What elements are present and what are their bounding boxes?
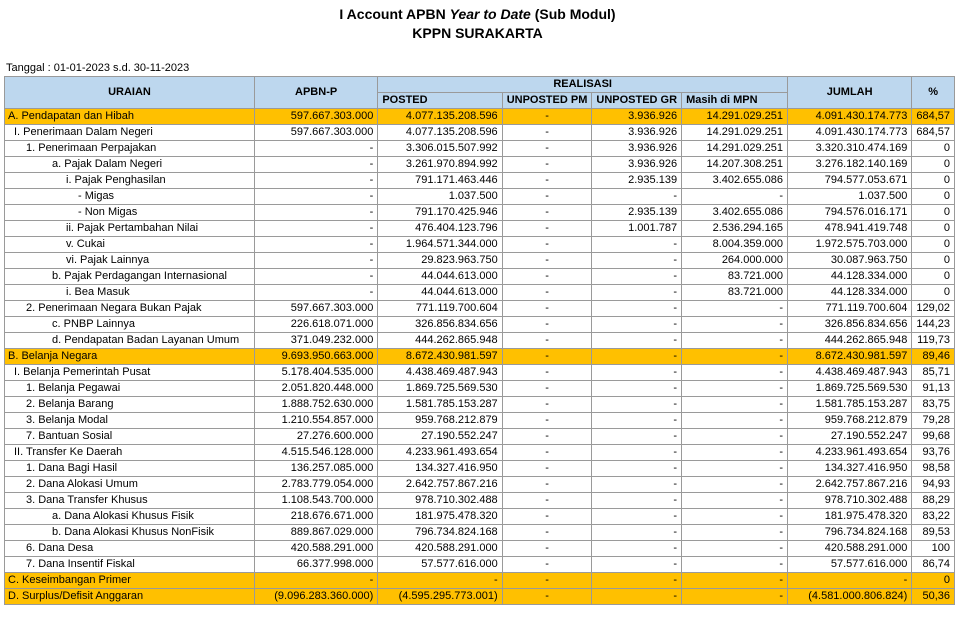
table-row — [5, 541, 955, 557]
cell-posted: 4.438.469.487.943 — [378, 365, 502, 381]
cell-unposted-gr: - — [592, 317, 682, 333]
cell-jumlah: 4.438.469.487.943 — [787, 365, 911, 381]
cell-unposted-pm: - — [502, 541, 592, 557]
cell-masih-mpn: 83.721.000 — [682, 285, 788, 301]
cell-persen: 88,29 — [912, 493, 955, 509]
cell-masih-mpn: - — [682, 493, 788, 509]
cell-unposted-gr: 2.935.139 — [592, 205, 682, 221]
cell-uraian: b. Dana Alokasi Khusus NonFisik — [5, 525, 255, 541]
cell-apbnp: 66.377.998.000 — [254, 557, 377, 573]
cell-masih-mpn: - — [682, 365, 788, 381]
cell-unposted-pm: - — [502, 253, 592, 269]
cell-jumlah: 4.091.430.174.773 — [787, 109, 911, 125]
cell-masih-mpn: - — [682, 573, 788, 589]
cell-unposted-pm: - — [502, 205, 592, 221]
cell-jumlah: 181.975.478.320 — [787, 509, 911, 525]
cell-unposted-pm: - — [502, 173, 592, 189]
table-row — [5, 109, 955, 125]
cell-persen: 684,57 — [912, 109, 955, 125]
cell-posted: 1.037.500 — [378, 189, 502, 205]
cell-masih-mpn: - — [682, 333, 788, 349]
cell-masih-mpn: - — [682, 525, 788, 541]
cell-apbnp: 5.178.404.535.000 — [254, 365, 377, 381]
header-uraian: URAIAN — [5, 77, 255, 109]
cell-unposted-gr: - — [592, 349, 682, 365]
cell-unposted-pm: - — [502, 157, 592, 173]
cell-apbnp: - — [254, 269, 377, 285]
cell-jumlah: 8.672.430.981.597 — [787, 349, 911, 365]
cell-apbnp: 9.693.950.663.000 — [254, 349, 377, 365]
table-row — [5, 413, 955, 429]
cell-unposted-pm: - — [502, 317, 592, 333]
cell-apbnp: 2.783.779.054.000 — [254, 477, 377, 493]
cell-unposted-gr: - — [592, 477, 682, 493]
cell-apbnp: 889.867.029.000 — [254, 525, 377, 541]
cell-unposted-pm: - — [502, 141, 592, 157]
cell-unposted-gr: - — [592, 573, 682, 589]
table-row — [5, 445, 955, 461]
cell-posted: 791.171.463.446 — [378, 173, 502, 189]
cell-unposted-pm: - — [502, 381, 592, 397]
table-row — [5, 221, 955, 237]
cell-masih-mpn: 2.536.294.165 — [682, 221, 788, 237]
cell-unposted-pm: - — [502, 333, 592, 349]
table-row — [5, 477, 955, 493]
cell-jumlah: 794.577.053.671 — [787, 173, 911, 189]
cell-masih-mpn: - — [682, 589, 788, 605]
cell-persen: 93,76 — [912, 445, 955, 461]
cell-uraian: vi. Pajak Lainnya — [5, 253, 255, 269]
table-row — [5, 509, 955, 525]
table-row — [5, 301, 955, 317]
cell-apbnp: - — [254, 173, 377, 189]
cell-jumlah: 3.320.310.474.169 — [787, 141, 911, 157]
cell-masih-mpn: 8.004.359.000 — [682, 237, 788, 253]
cell-uraian: 1. Penerimaan Perpajakan — [5, 141, 255, 157]
cell-apbnp: 597.667.303.000 — [254, 125, 377, 141]
cell-unposted-gr: - — [592, 541, 682, 557]
cell-persen: 119,73 — [912, 333, 955, 349]
cell-masih-mpn: - — [682, 445, 788, 461]
header-jumlah: JUMLAH — [787, 77, 911, 109]
cell-posted: 44.044.613.000 — [378, 269, 502, 285]
cell-jumlah: 1.972.575.703.000 — [787, 237, 911, 253]
table-row — [5, 205, 955, 221]
cell-posted: 27.190.552.247 — [378, 429, 502, 445]
cell-apbnp: - — [254, 253, 377, 269]
title-main: I Account APBN — [339, 6, 450, 22]
table-row — [5, 333, 955, 349]
cell-posted: 29.823.963.750 — [378, 253, 502, 269]
cell-masih-mpn: - — [682, 557, 788, 573]
table-row — [5, 365, 955, 381]
cell-apbnp: 597.667.303.000 — [254, 301, 377, 317]
cell-uraian: 7. Bantuan Sosial — [5, 429, 255, 445]
cell-persen: 0 — [912, 141, 955, 157]
cell-uraian: - Migas — [5, 189, 255, 205]
cell-uraian: c. PNBP Lainnya — [5, 317, 255, 333]
table-row — [5, 589, 955, 605]
cell-persen: 91,13 — [912, 381, 955, 397]
cell-unposted-pm: - — [502, 493, 592, 509]
cell-persen: 83,75 — [912, 397, 955, 413]
cell-apbnp: 136.257.085.000 — [254, 461, 377, 477]
cell-uraian: C. Keseimbangan Primer — [5, 573, 255, 589]
cell-uraian: 3. Dana Transfer Khusus — [5, 493, 255, 509]
cell-unposted-pm: - — [502, 365, 592, 381]
cell-masih-mpn: 3.402.655.086 — [682, 173, 788, 189]
cell-persen: 0 — [912, 189, 955, 205]
cell-unposted-gr: - — [592, 333, 682, 349]
cell-posted: 3.261.970.894.992 — [378, 157, 502, 173]
cell-unposted-pm: - — [502, 269, 592, 285]
header-apbnp: APBN-P — [254, 77, 377, 109]
cell-persen: 50,36 — [912, 589, 955, 605]
cell-unposted-gr: 3.936.926 — [592, 109, 682, 125]
cell-unposted-gr: - — [592, 413, 682, 429]
cell-posted: 444.262.865.948 — [378, 333, 502, 349]
header-unposted-pm: UNPOSTED PM — [502, 93, 592, 109]
cell-persen: 99,68 — [912, 429, 955, 445]
cell-apbnp: (9.096.283.360.000) — [254, 589, 377, 605]
cell-jumlah: 57.577.616.000 — [787, 557, 911, 573]
cell-persen: 100 — [912, 541, 955, 557]
table-row — [5, 525, 955, 541]
table-row — [5, 493, 955, 509]
cell-uraian: v. Cukai — [5, 237, 255, 253]
cell-unposted-gr: - — [592, 253, 682, 269]
cell-unposted-gr: - — [592, 365, 682, 381]
cell-unposted-pm: - — [502, 397, 592, 413]
cell-uraian: - Non Migas — [5, 205, 255, 221]
cell-persen: 86,74 — [912, 557, 955, 573]
cell-masih-mpn: - — [682, 317, 788, 333]
cell-posted: - — [378, 573, 502, 589]
table-row — [5, 397, 955, 413]
cell-persen: 0 — [912, 573, 955, 589]
table-row — [5, 125, 955, 141]
cell-posted: 2.642.757.867.216 — [378, 477, 502, 493]
cell-uraian: I. Belanja Pemerintah Pusat — [5, 365, 255, 381]
cell-persen: 0 — [912, 173, 955, 189]
cell-persen: 0 — [912, 157, 955, 173]
cell-jumlah: 134.327.416.950 — [787, 461, 911, 477]
cell-posted: 4.233.961.493.654 — [378, 445, 502, 461]
report-table — [4, 76, 955, 605]
cell-unposted-gr: 1.001.787 — [592, 221, 682, 237]
cell-persen: 0 — [912, 285, 955, 301]
cell-jumlah: 478.941.419.748 — [787, 221, 911, 237]
cell-uraian: d. Pendapatan Badan Layanan Umum — [5, 333, 255, 349]
cell-apbnp: 2.051.820.448.000 — [254, 381, 377, 397]
cell-apbnp: 1.210.554.857.000 — [254, 413, 377, 429]
cell-apbnp: 1.888.752.630.000 — [254, 397, 377, 413]
date-range: Tanggal : 01-01-2023 s.d. 30-11-2023 — [6, 62, 190, 74]
table-row — [5, 253, 955, 269]
cell-masih-mpn: - — [682, 477, 788, 493]
cell-jumlah: 978.710.302.488 — [787, 493, 911, 509]
cell-posted: 44.044.613.000 — [378, 285, 502, 301]
cell-apbnp: - — [254, 237, 377, 253]
cell-persen: 684,57 — [912, 125, 955, 141]
table-body — [5, 109, 955, 605]
cell-apbnp: - — [254, 157, 377, 173]
cell-uraian: 3. Belanja Modal — [5, 413, 255, 429]
cell-uraian: A. Pendapatan dan Hibah — [5, 109, 255, 125]
cell-apbnp: - — [254, 205, 377, 221]
cell-uraian: I. Penerimaan Dalam Negeri — [5, 125, 255, 141]
cell-unposted-pm: - — [502, 429, 592, 445]
cell-jumlah: 3.276.182.140.169 — [787, 157, 911, 173]
cell-uraian: 6. Dana Desa — [5, 541, 255, 557]
cell-jumlah: 44.128.334.000 — [787, 285, 911, 301]
cell-unposted-pm: - — [502, 125, 592, 141]
cell-apbnp: 1.108.543.700.000 — [254, 493, 377, 509]
cell-posted: 420.588.291.000 — [378, 541, 502, 557]
table-row — [5, 189, 955, 205]
cell-apbnp: - — [254, 221, 377, 237]
cell-unposted-pm: - — [502, 509, 592, 525]
cell-jumlah: 44.128.334.000 — [787, 269, 911, 285]
cell-persen: 144,23 — [912, 317, 955, 333]
cell-apbnp: 371.049.232.000 — [254, 333, 377, 349]
cell-uraian: a. Pajak Dalam Negeri — [5, 157, 255, 173]
header-masih-mpn: Masih di MPN — [682, 93, 788, 109]
cell-persen: 98,58 — [912, 461, 955, 477]
cell-jumlah: - — [787, 573, 911, 589]
cell-unposted-pm: - — [502, 349, 592, 365]
cell-unposted-pm: - — [502, 477, 592, 493]
table-row — [5, 269, 955, 285]
cell-persen: 79,28 — [912, 413, 955, 429]
cell-masih-mpn: - — [682, 189, 788, 205]
cell-apbnp: - — [254, 189, 377, 205]
cell-persen: 89,46 — [912, 349, 955, 365]
cell-unposted-gr: - — [592, 429, 682, 445]
cell-posted: 3.306.015.507.992 — [378, 141, 502, 157]
cell-posted: 791.170.425.946 — [378, 205, 502, 221]
cell-masih-mpn: 14.291.029.251 — [682, 125, 788, 141]
table-row — [5, 381, 955, 397]
cell-uraian: B. Belanja Negara — [5, 349, 255, 365]
cell-posted: 8.672.430.981.597 — [378, 349, 502, 365]
cell-unposted-pm: - — [502, 301, 592, 317]
cell-persen: 0 — [912, 237, 955, 253]
cell-posted: 1.581.785.153.287 — [378, 397, 502, 413]
title-suffix: (Sub Modul) — [530, 6, 616, 22]
cell-masih-mpn: - — [682, 429, 788, 445]
cell-unposted-pm: - — [502, 445, 592, 461]
cell-posted: 1.964.571.344.000 — [378, 237, 502, 253]
cell-masih-mpn: - — [682, 381, 788, 397]
cell-unposted-gr: - — [592, 493, 682, 509]
cell-masih-mpn: - — [682, 301, 788, 317]
cell-masih-mpn: - — [682, 541, 788, 557]
report-subtitle: KPPN SURAKARTA — [412, 25, 543, 41]
cell-masih-mpn: 264.000.000 — [682, 253, 788, 269]
cell-posted: 771.119.700.604 — [378, 301, 502, 317]
cell-unposted-pm: - — [502, 413, 592, 429]
table-row — [5, 461, 955, 477]
table-row — [5, 157, 955, 173]
cell-persen: 0 — [912, 205, 955, 221]
cell-jumlah: 796.734.824.168 — [787, 525, 911, 541]
cell-persen: 0 — [912, 253, 955, 269]
cell-unposted-gr: 2.935.139 — [592, 173, 682, 189]
cell-jumlah: (4.581.000.806.824) — [787, 589, 911, 605]
cell-unposted-pm: - — [502, 237, 592, 253]
cell-masih-mpn: 83.721.000 — [682, 269, 788, 285]
cell-uraian: b. Pajak Perdagangan Internasional — [5, 269, 255, 285]
cell-apbnp: 226.618.071.000 — [254, 317, 377, 333]
table-row — [5, 573, 955, 589]
cell-jumlah: 30.087.963.750 — [787, 253, 911, 269]
cell-posted: 181.975.478.320 — [378, 509, 502, 525]
title-italic: Year to Date — [449, 6, 531, 22]
header-unposted-gr: UNPOSTED GR — [592, 93, 682, 109]
cell-apbnp: - — [254, 141, 377, 157]
cell-unposted-gr: - — [592, 525, 682, 541]
table-row — [5, 173, 955, 189]
cell-persen: 85,71 — [912, 365, 955, 381]
cell-unposted-pm: - — [502, 461, 592, 477]
header-posted: POSTED — [378, 93, 502, 109]
cell-uraian: a. Dana Alokasi Khusus Fisik — [5, 509, 255, 525]
cell-jumlah: 326.856.834.656 — [787, 317, 911, 333]
cell-uraian: II. Transfer Ke Daerah — [5, 445, 255, 461]
cell-masih-mpn: 14.207.308.251 — [682, 157, 788, 173]
cell-jumlah: 2.642.757.867.216 — [787, 477, 911, 493]
cell-uraian: 1. Dana Bagi Hasil — [5, 461, 255, 477]
cell-unposted-gr: - — [592, 381, 682, 397]
cell-uraian: i. Bea Masuk — [5, 285, 255, 301]
table-row — [5, 237, 955, 253]
cell-masih-mpn: 14.291.029.251 — [682, 141, 788, 157]
cell-persen: 129,02 — [912, 301, 955, 317]
cell-unposted-gr: - — [592, 237, 682, 253]
cell-persen: 83,22 — [912, 509, 955, 525]
cell-unposted-pm: - — [502, 189, 592, 205]
table-row — [5, 141, 955, 157]
cell-jumlah: 420.588.291.000 — [787, 541, 911, 557]
cell-unposted-gr: 3.936.926 — [592, 125, 682, 141]
cell-unposted-gr: - — [592, 557, 682, 573]
cell-unposted-pm: - — [502, 573, 592, 589]
cell-uraian: ii. Pajak Pertambahan Nilai — [5, 221, 255, 237]
cell-posted: 134.327.416.950 — [378, 461, 502, 477]
cell-jumlah: 1.037.500 — [787, 189, 911, 205]
cell-persen: 0 — [912, 269, 955, 285]
cell-apbnp: - — [254, 285, 377, 301]
report-title — [0, 6, 955, 22]
cell-persen: 0 — [912, 221, 955, 237]
cell-persen: 89,53 — [912, 525, 955, 541]
cell-posted: 796.734.824.168 — [378, 525, 502, 541]
cell-jumlah: 771.119.700.604 — [787, 301, 911, 317]
cell-unposted-gr: - — [592, 269, 682, 285]
header-persen: % — [912, 77, 955, 109]
cell-uraian: 7. Dana Insentif Fiskal — [5, 557, 255, 573]
cell-masih-mpn: - — [682, 397, 788, 413]
cell-posted: 326.856.834.656 — [378, 317, 502, 333]
cell-masih-mpn: - — [682, 509, 788, 525]
cell-apbnp: - — [254, 573, 377, 589]
cell-unposted-pm: - — [502, 285, 592, 301]
cell-unposted-gr: 3.936.926 — [592, 141, 682, 157]
table-row — [5, 349, 955, 365]
cell-masih-mpn: - — [682, 413, 788, 429]
cell-posted: 1.869.725.569.530 — [378, 381, 502, 397]
cell-unposted-pm: - — [502, 525, 592, 541]
cell-unposted-gr: - — [592, 445, 682, 461]
cell-apbnp: 597.667.303.000 — [254, 109, 377, 125]
cell-uraian: 1. Belanja Pegawai — [5, 381, 255, 397]
cell-posted: 4.077.135.208.596 — [378, 109, 502, 125]
cell-uraian: 2. Belanja Barang — [5, 397, 255, 413]
cell-unposted-gr: - — [592, 397, 682, 413]
cell-unposted-pm: - — [502, 589, 592, 605]
cell-jumlah: 27.190.552.247 — [787, 429, 911, 445]
cell-masih-mpn: - — [682, 349, 788, 365]
cell-unposted-gr: - — [592, 461, 682, 477]
table-row — [5, 557, 955, 573]
table-row — [5, 285, 955, 301]
cell-unposted-pm: - — [502, 557, 592, 573]
cell-apbnp: 420.588.291.000 — [254, 541, 377, 557]
cell-jumlah: 1.869.725.569.530 — [787, 381, 911, 397]
cell-unposted-gr: 3.936.926 — [592, 157, 682, 173]
cell-uraian: i. Pajak Penghasilan — [5, 173, 255, 189]
cell-apbnp: 27.276.600.000 — [254, 429, 377, 445]
cell-posted: 476.404.123.796 — [378, 221, 502, 237]
cell-unposted-pm: - — [502, 109, 592, 125]
header-realisasi: REALISASI — [378, 77, 788, 93]
cell-masih-mpn: - — [682, 461, 788, 477]
cell-apbnp: 4.515.546.128.000 — [254, 445, 377, 461]
cell-unposted-pm: - — [502, 221, 592, 237]
cell-jumlah: 794.576.016.171 — [787, 205, 911, 221]
cell-jumlah: 444.262.865.948 — [787, 333, 911, 349]
cell-posted: 978.710.302.488 — [378, 493, 502, 509]
cell-jumlah: 959.768.212.879 — [787, 413, 911, 429]
table-row — [5, 429, 955, 445]
table-row — [5, 317, 955, 333]
cell-uraian: D. Surplus/Defisit Anggaran — [5, 589, 255, 605]
cell-unposted-gr: - — [592, 189, 682, 205]
cell-unposted-gr: - — [592, 285, 682, 301]
cell-jumlah: 4.091.430.174.773 — [787, 125, 911, 141]
cell-posted: 57.577.616.000 — [378, 557, 502, 573]
cell-persen: 94,93 — [912, 477, 955, 493]
cell-unposted-gr: - — [592, 509, 682, 525]
cell-masih-mpn: 14.291.029.251 — [682, 109, 788, 125]
cell-unposted-gr: - — [592, 301, 682, 317]
cell-masih-mpn: 3.402.655.086 — [682, 205, 788, 221]
cell-jumlah: 1.581.785.153.287 — [787, 397, 911, 413]
cell-posted: 4.077.135.208.596 — [378, 125, 502, 141]
cell-uraian: 2. Penerimaan Negara Bukan Pajak — [5, 301, 255, 317]
cell-unposted-gr: - — [592, 589, 682, 605]
cell-posted: (4.595.295.773.001) — [378, 589, 502, 605]
cell-uraian: 2. Dana Alokasi Umum — [5, 477, 255, 493]
cell-apbnp: 218.676.671.000 — [254, 509, 377, 525]
cell-posted: 959.768.212.879 — [378, 413, 502, 429]
cell-jumlah: 4.233.961.493.654 — [787, 445, 911, 461]
